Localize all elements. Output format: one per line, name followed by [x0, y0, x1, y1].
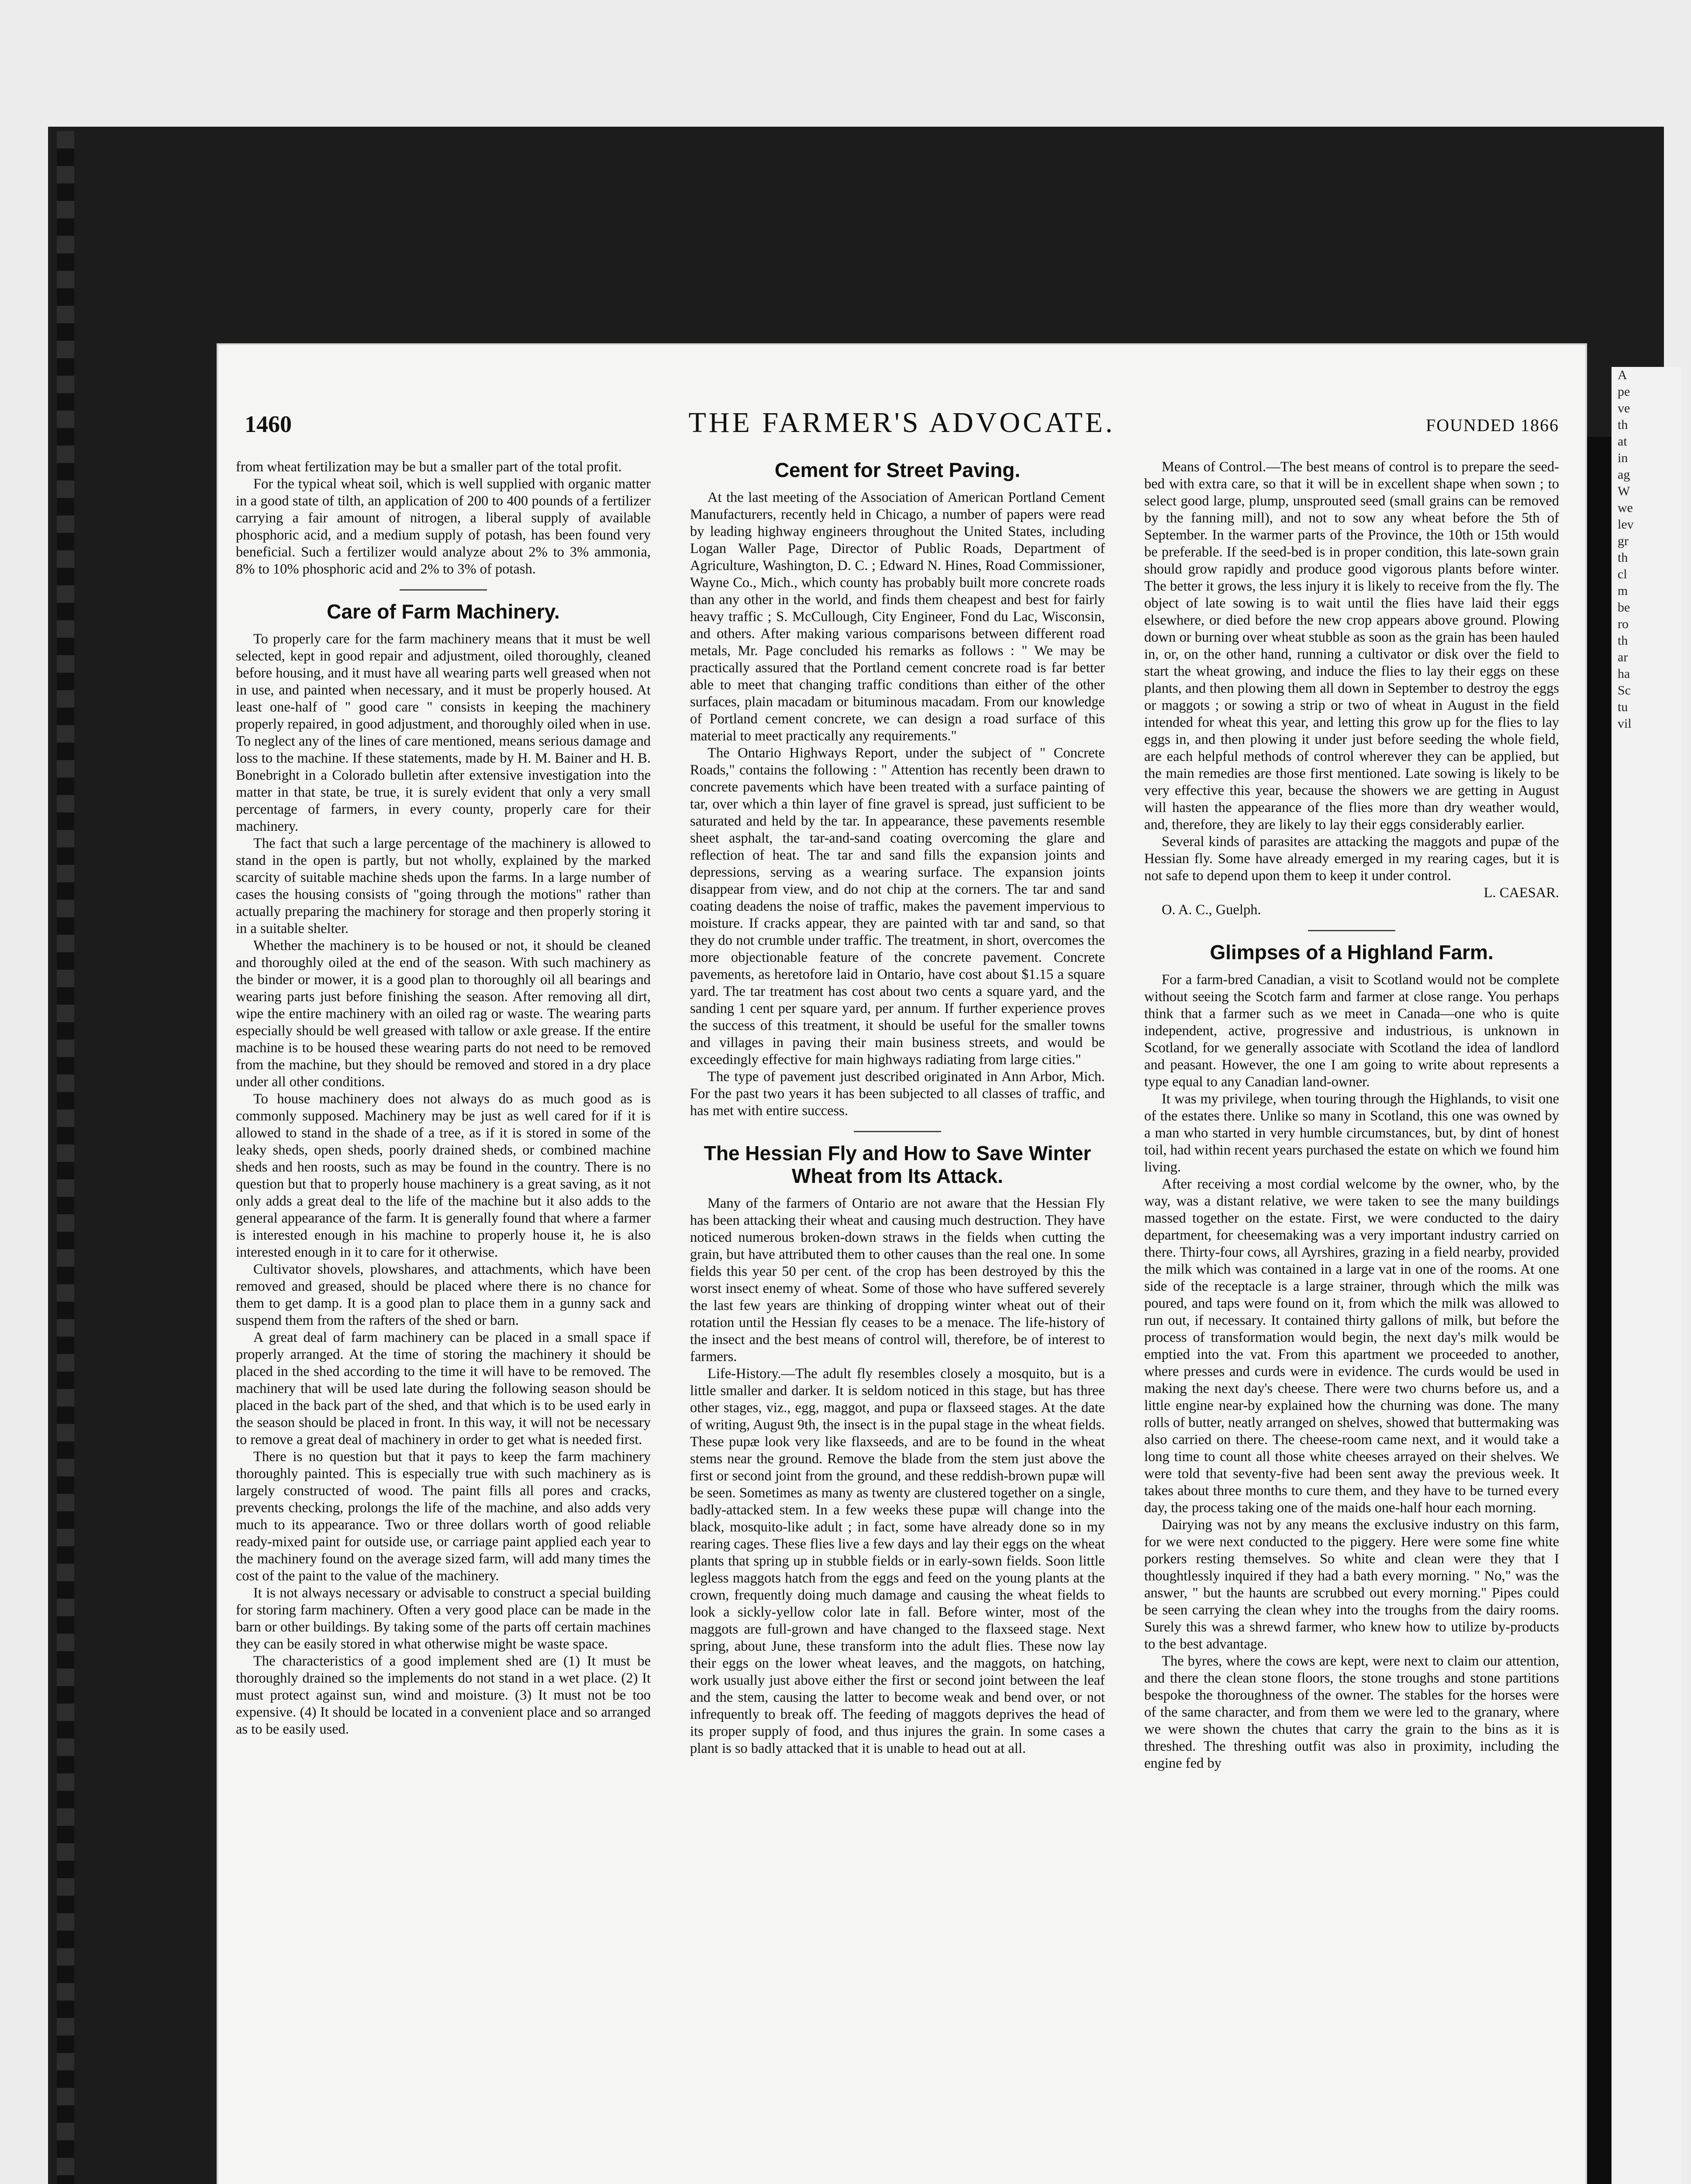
- paragraph: At the last meeting of the Association of American Portland Cement Manufacturers, recently held in Chicago, a number of papers were read by leading highway engineers throughout the United States, including Logan Waller Page, Director of Public Roads, Department of Agriculture, Washington, D. C. ; Edward N. Hines, Road Commissioner, Wayne Co., Mich., which county has probably built more concrete roads than any other in the world, and finds them cheapest and best for fairly heavy traffic ; S. McCullough, City Engineer, Fond du Lac, Wisconsin, and others. After making various comparisons between different road metals, Mr. Page concluded his remarks as follows : " We may be practically assured that the Portland cement concrete road is far better able to meet that changing traffic conditions than either of the other surfaces, plain macadam or bituminous macadam. From our knowledge of Portland cement concrete, we can design a road surface of this material to meet practically any requirements.": [690, 490, 1105, 744]
- newspaper-page: [218, 345, 1585, 2184]
- paragraph: It is not always necessary or advisable to construct a special building for storing farm machinery. Often a very good place can be made in the barn or other buildings. By taking some of the parts off certain machines they can be easily stored in what otherwise might be waste space.: [236, 1585, 651, 1652]
- fragment-text: tu: [1618, 700, 1628, 714]
- column-1: [236, 459, 651, 2184]
- paragraph: Whether the machinery is to be housed or not, it should be cleaned and thoroughly oiled at the end of the season. With such machinery as the binder or mower, it is a good plan to thoroughly oil all bearings and wearing parts just before finishing the season. After removing all dirt, wipe the entire machinery with an oiled rag or waste. The wearing parts especially should be well greased with tallow or axle grease. If the entire machine is to be housed these wearing parts do not need to be removed from the machine, but they should be removed and stored in a dry place under all other conditions.: [236, 938, 651, 1090]
- section-divider: [400, 589, 487, 591]
- paragraph: The byres, where the cows are kept, were next to claim our attention, and there the clean stone floors, the stone troughs and stone partitions bespoke the thoroughness of the owner. The stables for the horses were of the same character, and from them we were led to the granary, where we were shown the chutes that carry the grain to the bins as it is threshed. The threshing outfit was also in proximity, including the engine fed by: [1144, 1653, 1559, 1771]
- fragment-text: ar: [1618, 650, 1628, 664]
- fragment-text: ro: [1618, 617, 1629, 631]
- fragment-text: vil: [1618, 716, 1632, 731]
- paragraph: Several kinds of parasites are attacking the maggots and pupæ of the Hessian fly. Some have already emerged in my rearing cages, but it is not safe to depend upon them to keep it under control.: [1144, 834, 1559, 884]
- fragment-text: A: [1618, 368, 1627, 382]
- column-2: [690, 459, 1105, 2184]
- article-heading-highland-farm: Glimpses of a Highland Farm.: [1210, 941, 1494, 964]
- fragment-text: ag: [1618, 467, 1630, 482]
- film-gutter: [1581, 437, 1612, 2184]
- article-heading-farm-machinery: Care of Farm Machinery.: [327, 600, 560, 623]
- masthead-title: THE FARMER'S ADVOCATE.: [688, 407, 1115, 439]
- fragment-text: gr: [1618, 534, 1629, 548]
- section-divider: [1308, 930, 1395, 931]
- section-divider: [854, 1131, 941, 1132]
- paragraph: Life-History.—The adult fly resembles closely a mosquito, but is a little smaller and darker. It is seldom noticed in this stage, but has three other stages, viz., egg, maggot, and pupa or flaxseed stages. At the date of writing, August 9th, the insect is in the pupal stage in the wheat fields. These pupæ look very like flaxseeds, and are to be found in the wheat stems near the ground. Remove the blade from the stem just above the first or second joint from the ground, and these reddish-brown pupæ will be seen. Sometimes as many as twenty are clustered together on a single, badly-attacked stem. In a few weeks these pupæ will change into the black, mosquito-like adult ; in fact, some have already done so in my rearing cages. These flies live a few days and lay their eggs on the wheat plants that spring up in stubble fields or in early-sown fields. Soon little legless maggots hatch from the eggs and feed on the young plants at the crown, frequently doing much damage and causing the wheat fields to look a sickly-yellow color late in fall. Before winter, most of the maggots are full-grown and have changed to the flaxseed stage. Next spring, about June, these transform into the adult flies. These now lay their eggs on the lower wheat leaves, and the maggots, on hatching, work usually just above either the first or second joint between the leaf and the stem, causing the latter to become weak and bend over, or not infrequently to break off. The feeding of maggots deprives the head of its proper supply of food, and thus injures the grain. In some cases a plant is so badly attacked that it is unable to head out at all.: [690, 1366, 1105, 1756]
- article-heading-cement-paving: Cement for Street Paving.: [774, 459, 1021, 481]
- paragraph: Many of the farmers of Ontario are not aware that the Hessian Fly has been attacking their wheat and causing much destruction. They have noticed numerous broken-down straws in the fields when cutting the grain, but have attributed them to other causes than the real one. In some fields this year 50 per cent. of the crop has been destroyed by this the worst insect enemy of wheat. Some of those who have suffered severely the last few years are thinking of dropping winter wheat out of their rotation until the Hessian fly ceases to be a menace. The life-history of the insect and the best means of control will, therefore, be of interest to farmers.: [690, 1196, 1105, 1365]
- paragraph: A great deal of farm machinery can be placed in a small space if properly arranged. At the time of storing the machinery it should be placed in the shed according to the time it will have to be removed. The machinery that will be used late during the following season should be placed in the back part of the shed, and that which is to be used early in the season should be placed in front. In this way, it will not be necessary to remove a great deal of machinery in order to get what is needed first.: [236, 1330, 651, 1448]
- fragment-text: lev: [1618, 517, 1634, 532]
- fragment-text: at: [1618, 434, 1627, 449]
- paragraph: There is no question but that it pays to keep the farm machinery thoroughly painted. This is especially true with such machinery as is largely constructed of wood. The paint fills all pores and cracks, prevents checking, prolongs the life of the machine, and also adds very much to its appearance. Two or three dollars worth of good reliable ready-mixed paint for outside use, or carriage paint applied each year to the machinery found on the average sized farm, will add many times the cost of the paint to the value of the machinery.: [236, 1449, 651, 1584]
- fragment-text: m: [1618, 584, 1628, 598]
- page-number: 1460: [245, 411, 292, 437]
- fragment-text: pe: [1618, 384, 1630, 399]
- fragment-text: ve: [1618, 401, 1630, 415]
- paragraph: To properly care for the farm machinery means that it must be well selected, kept in good repair and adjustment, oiled thoroughly, cleaned before housing, and it must have all wearing parts well greased when not in use, and painted when necessary, and it must be properly housed. At least one-half of " good care " consists in keeping the machinery properly repaired, in good adjustment, and thoroughly oiled when in use. To neglect any of the lines of care mentioned, means serious damage and loss to the machine. If these statements, made by H. M. Bainer and H. B. Bonebright in a Colorado bulletin after extensive investigation into the matter in that state, be true, it is surely evident that only a very small percentage of farmers, in every county, properly care for their machinery.: [236, 631, 651, 834]
- paragraph: Means of Control.—The best means of control is to prepare the seed-bed with extra care, so that it will be in excellent shape when sown ; to select good large, plump, unsprouted seed (small grains can be removed by the fanning mill), and not to sow any wheat before the 5th of September. In the warmer parts of the Province, the 10th or 15th would be preferable. If the seed-bed is in proper condition, this late-sown grain should grow rapidly and produce good vigorous plants before winter. The better it grows, the less injury it is likely to receive from the fly. The object of late sowing is to wait until the flies have laid their eggs elsewhere, or died before the new crop appears above ground. Plowing down or burning over wheat stubble as soon as the grain has been hauled in, or, on the other hand, running a cultivator or disk over the field to start the wheat growing, and induce the flies to lay their eggs on these plants, and then plowing them all down in September to destroy the eggs or maggots ; or sowing a strip or two of wheat in August in the field intended for wheat this year, and letting this grow up for the flies to lay eggs in, and then plowing it under just before seeding the whole field, are each helpful methods of control wherever they can be applied, but the main remedies are those first mentioned. Late sowing is likely to be very effective this year, because the showers we are getting in August will hasten the appearance of the flies more than dry weather would, and, therefore, they are likely to lay their eggs considerably earlier.: [1144, 459, 1559, 833]
- author-signature: L. CAESAR.: [1484, 885, 1559, 901]
- fragment-text: ha: [1618, 667, 1630, 681]
- paragraph: For a farm-bred Canadian, a visit to Scotland would not be complete without seeing the Scotch farm and farmer at close range. You perhaps think that a farmer such as we meet in Canada—one who is quite independent, active, progressive and industrious, is unknown in Scotland, for we generally associate with Scotland the idea of landlord and peasant. However, the one I am going to write about represents a type equal to any Canadian land-owner.: [1144, 972, 1559, 1090]
- author-affiliation: O. A. C., Guelph.: [1162, 902, 1261, 918]
- paragraph: The fact that such a large percentage of the machinery is allowed to stand in the open is partly, but not wholly, explained by the marked scarcity of suitable machine sheds upon the farms. In a large number of cases the housing consists of "going through the motions" rather than actually preparing the machinery for storage and then properly storing it in a suitable shelter.: [236, 836, 651, 936]
- paragraph: It was my privilege, when touring through the Highlands, to visit one of the estates there. Unlike so many in Scotland, this one was owned by a man who started in very humble circumstances, but, by dint of honest toil, had within recent years purchased the estate on which we found him living.: [1144, 1091, 1559, 1175]
- fragment-text: we: [1618, 501, 1633, 515]
- fragment-text: be: [1618, 600, 1630, 615]
- film-edge-left: [57, 131, 74, 2184]
- fragment-text: cl: [1618, 567, 1627, 581]
- paragraph: Cultivator shovels, plowshares, and attachments, which have been removed and greased, should be placed where there is no chance for them to get damp. It is a good plan to place them in a gunny sack and suspend them from the rafters of the shed or barn.: [236, 1261, 651, 1328]
- fragment-text: W: [1618, 484, 1630, 498]
- column-3: [1144, 459, 1559, 2184]
- paragraph: The characteristics of a good implement shed are (1) It must be thoroughly drained so the implements do not stand in a wet place. (2) It must protect against sun, wind and moisture. (3) It must not be too expensive. (4) It should be located in a convenient place and so arranged as to be easily used.: [236, 1653, 651, 1737]
- fragment-text: th: [1618, 633, 1628, 648]
- paragraph: from wheat fertilization may be but a smaller part of the total profit.: [236, 459, 622, 475]
- fragment-text: th: [1618, 550, 1628, 565]
- page-header: [245, 406, 1559, 446]
- article-heading-hessian-fly: The Hessian Fly and How to Save Winter Wheat from Its Attack.: [704, 1142, 1091, 1187]
- fragment-text: th: [1618, 418, 1628, 432]
- fragment-text: Sc: [1618, 683, 1631, 698]
- paragraph: For the typical wheat soil, which is well supplied with organic matter in a good state of tilth, an application of 200 to 400 pounds of a fertilizer carrying a fair amount of nitrogen, a liberal supply of available phosphoric acid, and a medium supply of potash, has been found very beneficial. Such a fertilizer would analyze about 2% to 3% ammonia, 8% to 10% phosphoric acid and 2% to 3% of potash.: [236, 476, 651, 577]
- founded-line: FOUNDED 1866: [1425, 415, 1559, 435]
- paragraph: The type of pavement just described originated in Ann Arbor, Mich. For the past two years it has been subjected to all classes of traffic, and has met with entire success.: [690, 1069, 1105, 1119]
- fragment-text: in: [1618, 451, 1628, 465]
- paragraph: Dairying was not by any means the exclusive industry on this farm, for we were next conducted to the piggery. Here were some fine white porkers resting themselves. So white and clean were they that I thoughtlessly inquired if they had a bath every morning. " No," was the answer, " but the haunts are scrubbed out every morning." Pipes could be seen carrying the clean whey into the troughs from the dairy rooms. Surely this was a shrewd farmer, who knew how to utilize by-products to the best advantage.: [1144, 1517, 1559, 1652]
- paragraph: The Ontario Highways Report, under the subject of " Concrete Roads," contains the following : " Attention has recently been drawn to concrete pavements which have been treated with a surface painting of tar, over which a thin layer of fine gravel is spread, just sufficient to be saturated and held by the tar. In appearance, these pavements resemble sheet asphalt, the tar-and-sand coating overcoming the glare and reflection of heat. The tar and sand fills the expansion joints and depressions, serving as a wearing surface. The expansion joints disappear from view, and do not chip at the corners. The tar and sand coating deadens the noise of traffic, makes the pavement impervious to moisture. If cracks appear, they are painted with tar and sand, so that they do not crumble under traffic. The treatment, in short, overcomes the more objectionable feature of the concrete pavement. Concrete pavements, as heretofore laid in Ontario, have cost about $1.15 a square yard. The tar treatment has cost about two cents a square yard, and the sanding 1 cent per square yard, per annum. If further experience proves the success of this treatment, it should be useful for the smaller towns and villages in paving their main business streets, and would be exceedingly effective for main highways radiating from large cities.": [690, 745, 1105, 1068]
- paragraph: After receiving a most cordial welcome by the owner, who, by the way, was a distant relative, we were taken to see the many buildings massed together on the estate. First, we were conducted to the dairy department, for cheesemaking was a very important industry carried on there. Thirty-four cows, all Ayrshires, grazing in a field nearby, provided the milk which was contained in a large vat in one of the rooms. At one side of the receptacle is a large strainer, through which the milk was poured, and taps were found on it, from which the milk was allowed to run out, if necessary. It contained thirty gallons of milk, but before the process of transformation would begin, the next day's milk would be emptied into the vat. From this apartment we proceeded to another, where presses and curds were in evidence. The curds would be used in making the next day's cheese. There were two churns before us, and a little engine near-by explained how the churning was done. The many rolls of butter, neatly arranged on shelves, showed that buttermaking was also carried on there. The cheese-room came next, and it would take a long time to count all those white cheeses arrayed on their shelves. We were told that seventy-five had been sent away the previous week. It takes about three months to cure them, and they have to be turned every day, the process taking one of the maids one-half hour each morning.: [1144, 1176, 1559, 1516]
- paragraph: To house machinery does not always do as much good as is commonly supposed. Machinery may be just as well cared for if it is allowed to stand in the shade of a tree, as if it is stored in some of the leaky sheds, open sheds, poorly drained sheds, or combined machine sheds and hen roosts, such as may be found in the country. There is no question but that to properly house machinery is a great saving, as it not only adds a great deal to the life of the machine but it also adds to the general appearance of the farm. It is generally found that where a farmer is interested enough in his machine to properly house it, he is also interested enough in it to care for it otherwise.: [236, 1091, 651, 1260]
- adjacent-page-fragment: [1612, 367, 1681, 2184]
